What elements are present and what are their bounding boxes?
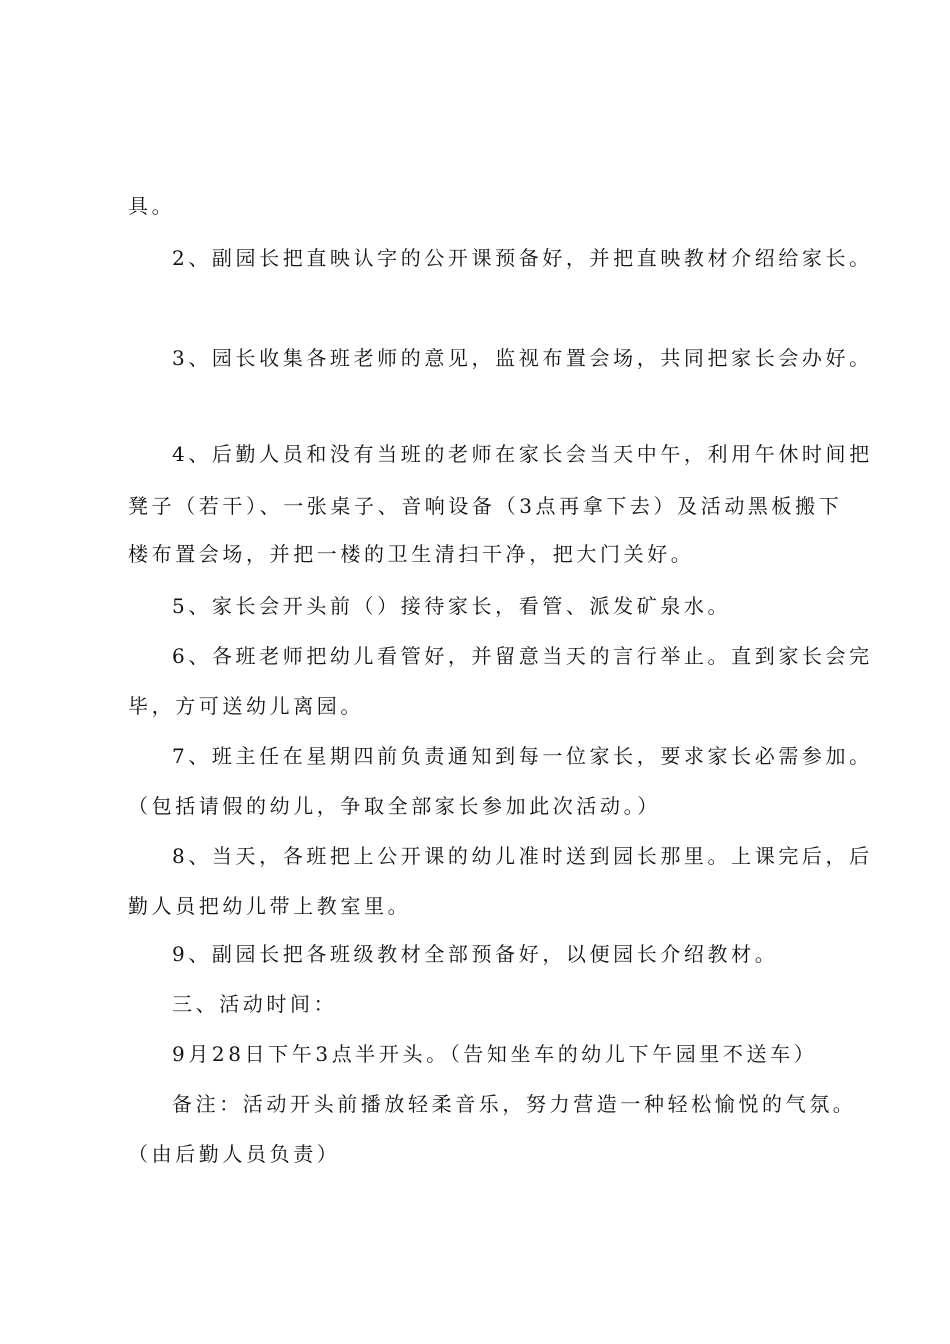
item-5-line-1: 5、家长会开头前（）接待家长，看管、派发矿泉水。 [172, 594, 732, 618]
item-7-line-2: （包括请假的幼儿，争取全部家长参加此次活动。） [128, 794, 661, 818]
item-6-line-2: 毕，方可送幼儿离园。 [128, 694, 364, 718]
item-8-line-2: 勤人员把幼儿带上教室里。 [128, 894, 412, 918]
item-6-line-1: 6、各班老师把幼儿看管好，并留意当天的言行举止。直到家长会完 [172, 644, 873, 668]
item-8-line-1: 8、当天，各班把上公开课的幼儿准时送到园长那里。上课完后，后 [172, 844, 873, 868]
item-2-line-1: 2、副园长把直映认字的公开课预备好，并把直映教材介绍给家长。 [172, 246, 873, 270]
item-3-line-1: 3、园长收集各班老师的意见，监视布置会场，共同把家长会办好。 [172, 346, 873, 370]
item-7-line-1: 7、班主任在星期四前负责通知到每一位家长，要求家长必需参加。 [172, 744, 873, 768]
remark-line-1: 备注：活动开头前播放轻柔音乐，努力营造一种轻松愉悦的气氛。 [172, 1092, 857, 1116]
remark-line-2: （由后勤人员负责） [128, 1142, 341, 1166]
item-4-line-3: 楼布置会场，并把一楼的卫生清扫干净，把大门关好。 [128, 542, 695, 566]
section-heading-activity-time: 三、活动时间： [172, 992, 338, 1016]
item-4-line-2: 凳子（若干）、一张桌子、音响设备（3点再拿下去）及活动黑板搬下 [128, 494, 843, 518]
activity-time-line: 9月28日下午3点半开头。（告知坐车的幼儿下午园里不送车） [172, 1042, 818, 1066]
item-9-line-1: 9、副园长把各班级教材全部预备好，以便园长介绍教材。 [172, 942, 779, 966]
text-line-1: 具。 [128, 194, 176, 218]
item-4-line-1: 4、后勤人员和没有当班的老师在家长会当天中午，利用午休时间把 [172, 442, 873, 466]
